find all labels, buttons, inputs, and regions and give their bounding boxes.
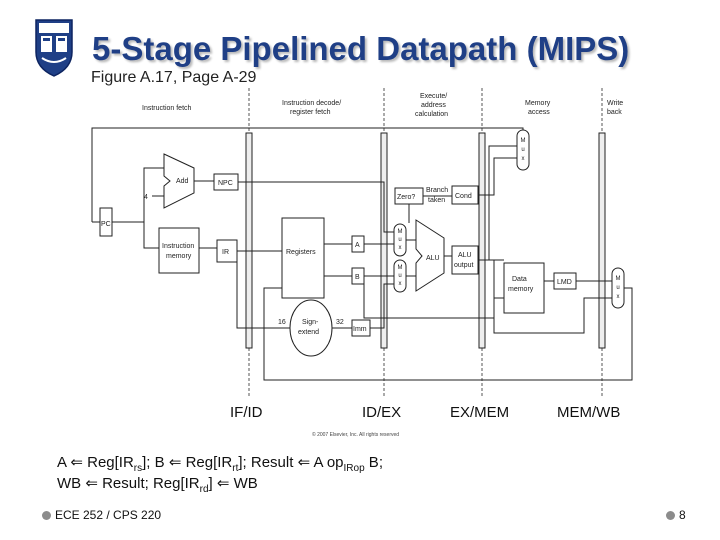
pc-mux-m: M (520, 138, 526, 144)
alu-mux-top-u: u (398, 237, 402, 243)
wb-mux-x: x (616, 294, 620, 300)
stage-label-if-id: IF/ID (230, 404, 263, 421)
arrow-icon: ⇐ (70, 454, 83, 471)
alu-mux-top-x: x (398, 245, 402, 251)
alu-mux-bottom-u: u (398, 273, 402, 279)
stage-header-mem-1: Memory (525, 100, 551, 107)
sign-extend-label-2: extend (298, 329, 320, 336)
arrow-icon: ⇐ (216, 475, 230, 492)
slide-title: 5-Stage Pipelined Datapath (MIPS) (92, 30, 630, 67)
registers-label: Registers (286, 249, 316, 256)
stage-header-ex-3: calculation (415, 111, 449, 118)
equation-line-2: WB ⇐ Result; $Reg[IR_{rd}]$ ⇐ WB (57, 475, 258, 495)
stage-header-wb-1: Write (607, 100, 624, 107)
university-crest-logo (30, 16, 78, 78)
cond-label: Cond (455, 193, 472, 200)
alu-output-label-1: ALU (458, 252, 472, 259)
arrow-icon: ⇐ (85, 475, 98, 492)
alu-mux-bottom-m: M (397, 265, 403, 271)
copyright-note: © 2007 Elsevier, Inc. All rights reserved (312, 432, 400, 438)
page-number: 8 (679, 508, 686, 522)
course-label: ECE 252 / CPS 220 (55, 508, 162, 522)
stage-header-ex-1: Execute/ (420, 93, 448, 100)
ir-label: IR (222, 249, 229, 256)
add-label: Add (176, 178, 189, 185)
pc-label: PC (101, 221, 111, 228)
lmd-label: LMD (557, 279, 572, 286)
imem-label-1: Instruction (162, 243, 195, 250)
stage-header-if: Instruction fetch (142, 105, 192, 112)
bits32-label: 32 (336, 319, 344, 326)
stage-label-mem-wb: MEM/WB (557, 404, 621, 421)
stage-header-id-2: register fetch (290, 109, 331, 116)
branch-label-2: taken (428, 197, 446, 204)
zero-label: Zero? (397, 194, 416, 201)
footer-page-number (666, 508, 686, 522)
stage-header-ex-2: address (421, 102, 446, 109)
footer-course (42, 508, 161, 522)
imem-label-2: memory (166, 253, 192, 260)
pc-mux-u: u (521, 147, 525, 153)
alu-output-block (452, 246, 478, 274)
stage-label-ex-mem: EX/MEM (450, 404, 510, 421)
bullet-icon (666, 511, 675, 520)
wb-mux-u: u (616, 285, 620, 291)
bullet-icon (42, 511, 51, 520)
stage-header-wb-2: back (607, 109, 622, 116)
dmem-label-1: Data (512, 276, 527, 283)
pc-mux-x: x (521, 156, 525, 162)
imm-label: Imm (353, 326, 367, 333)
slide-subtitle: Figure A.17, Page A-29 (91, 69, 257, 86)
dmem-label-2: memory (508, 286, 534, 293)
bits16-label: 16 (278, 319, 286, 326)
sign-extend-label-1: Sign- (302, 319, 319, 326)
npc-label: NPC (218, 180, 233, 187)
alu-mux-bottom-x: x (398, 281, 402, 287)
alu-label: ALU (426, 255, 440, 262)
stage-label-id-ex: ID/EX (362, 404, 402, 421)
stage-header-id-1: Instruction decode/ (282, 100, 342, 107)
wb-mux-m: M (615, 276, 621, 282)
arrow-icon: ⇐ (168, 454, 182, 471)
sign-extend-unit (290, 300, 332, 356)
equation-line-1: A ⇐ $Reg[IR_{rs}]$; B ⇐ $Reg[IR_{rt}]$; Result ⇐ A $op_{IRop}$ B; (57, 454, 383, 474)
branch-label-1: Branch (426, 187, 449, 194)
four-label: 4 (144, 194, 148, 201)
pipelined-datapath-diagram (84, 88, 636, 438)
alu-output-label-2: output (454, 262, 474, 269)
arrow-icon: ⇐ (297, 454, 311, 471)
b-label: B (355, 274, 360, 281)
stage-header-mem-2: access (528, 109, 550, 116)
instruction-memory-block (159, 228, 199, 273)
registers-block (282, 218, 324, 298)
alu-mux-top-m: M (397, 229, 403, 235)
a-label: A (355, 242, 360, 249)
